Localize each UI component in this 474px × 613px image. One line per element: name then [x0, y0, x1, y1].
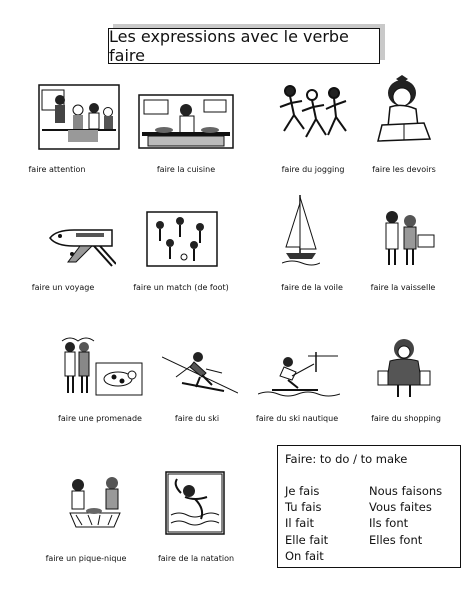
vaisselle-illustration — [380, 207, 436, 267]
voyage-illustration — [46, 216, 116, 270]
caption-match: faire un match (de foot) — [133, 283, 229, 292]
caption-devoirs: faire les devoirs — [372, 165, 436, 174]
conjugation-elle: Elle fait — [285, 532, 329, 547]
ski-nautique-illustration — [258, 350, 340, 398]
conjugation-elles: Elles font — [369, 532, 423, 547]
caption-ski: faire du ski — [174, 414, 220, 423]
caption-promenade: faire une promenade — [58, 414, 142, 423]
conjugation-tu: Tu fais — [285, 500, 322, 515]
caption-attention: faire attention — [28, 165, 86, 174]
caption-natation: faire de la natation — [157, 554, 235, 563]
page-title-box — [108, 28, 380, 64]
caption-jogging: faire du jogging — [281, 165, 345, 174]
caption-ski-nautique: faire du ski nautique — [255, 414, 339, 423]
conjugation-vous: Vous faites — [369, 500, 432, 515]
conjugation-ils: Ils font — [369, 516, 409, 531]
page-title: Les expressions avec le verbe faire — [109, 27, 349, 65]
match-illustration — [146, 211, 218, 267]
conjugation-heading: Faire: to do / to make — [285, 452, 408, 466]
jogging-illustration — [274, 79, 350, 149]
attention-illustration — [38, 84, 120, 150]
conjugation-je: Je fais — [285, 484, 320, 498]
ski-illustration — [162, 347, 238, 397]
conjugation-box — [277, 445, 461, 568]
promenade-illustration — [60, 333, 144, 397]
cuisine-illustration — [138, 94, 234, 149]
conjugation-il: Il fait — [285, 516, 315, 531]
conjugation-nous: Nous faisons — [369, 484, 443, 498]
plural-forms — [369, 483, 442, 548]
caption-cuisine: faire la cuisine — [156, 165, 216, 174]
caption-pique-nique: faire un pique-nique — [45, 554, 127, 563]
conjugation-on: On fait — [285, 548, 324, 563]
shopping-illustration — [376, 337, 432, 399]
devoirs-illustration — [374, 73, 434, 147]
caption-shopping: faire du shopping — [371, 414, 441, 423]
voile-illustration — [282, 193, 320, 267]
natation-illustration — [165, 471, 225, 535]
pique-nique-illustration — [62, 471, 128, 535]
caption-voile: faire de la voile — [281, 283, 343, 292]
caption-vaisselle: faire la vaisselle — [370, 283, 436, 292]
singular-forms — [285, 483, 328, 564]
caption-voyage: faire un voyage — [31, 283, 95, 292]
